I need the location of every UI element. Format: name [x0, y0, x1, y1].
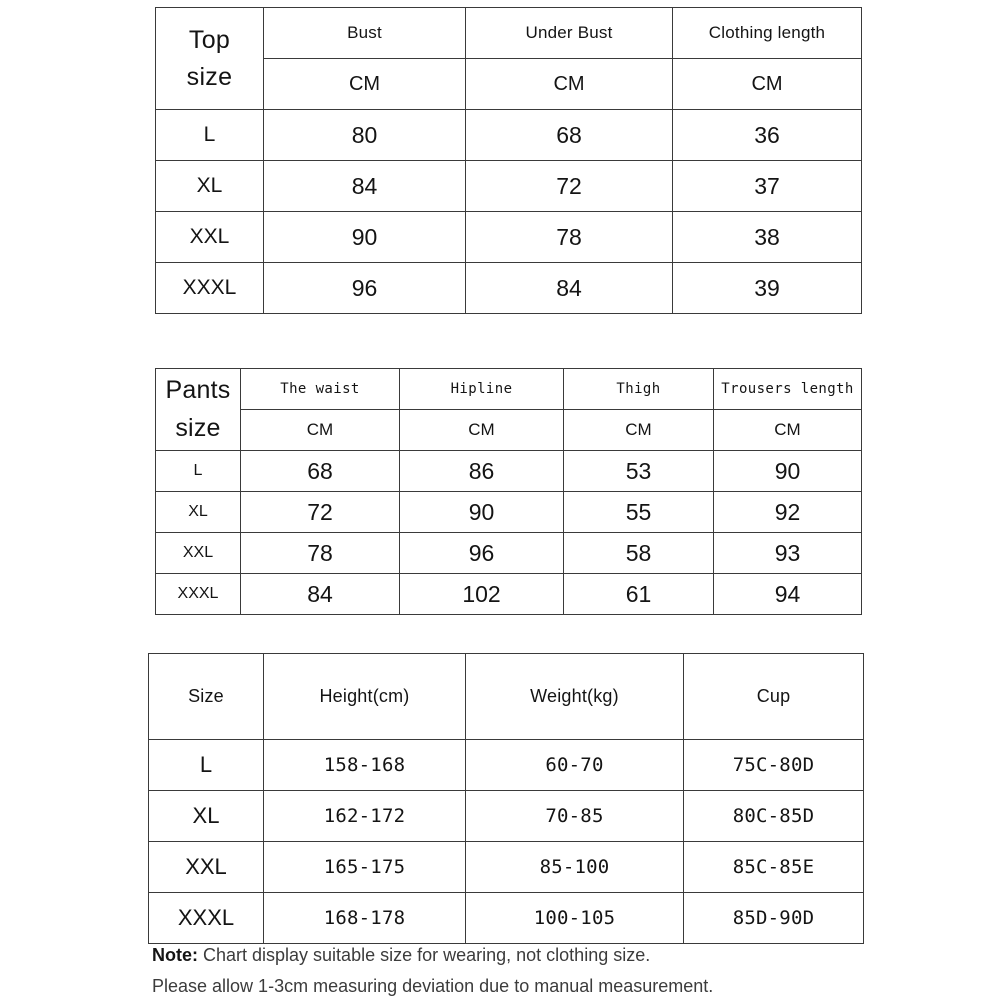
- note-line-1: [152, 940, 912, 971]
- data-cell: 75C-80D: [684, 740, 864, 791]
- data-cell: 90: [264, 212, 466, 263]
- unit-cell: CM: [264, 59, 466, 110]
- column-header-weight: Weight(kg): [466, 654, 684, 740]
- size-label: L: [156, 110, 264, 161]
- table-row: [149, 654, 864, 740]
- data-cell: 58: [564, 533, 714, 574]
- data-cell: 93: [714, 533, 862, 574]
- data-cell: 72: [466, 161, 673, 212]
- unit-cell: CM: [714, 410, 862, 451]
- column-header-trousers-length: Trousers length: [714, 369, 862, 410]
- data-cell: 55: [564, 492, 714, 533]
- data-cell: 85C-85E: [684, 842, 864, 893]
- corner-label-line1: Top: [188, 26, 231, 55]
- column-header-bust: Bust: [264, 8, 466, 59]
- unit-cell: CM: [466, 59, 673, 110]
- table-row: [156, 492, 862, 533]
- column-header-cup: Cup: [684, 654, 864, 740]
- data-cell: 70-85: [466, 791, 684, 842]
- size-label: XXXL: [156, 263, 264, 314]
- data-cell: 102: [400, 574, 564, 615]
- data-cell: 78: [241, 533, 400, 574]
- corner-label-line2: size: [175, 413, 221, 442]
- data-cell: 84: [466, 263, 673, 314]
- table-row: [156, 212, 862, 263]
- size-label: XL: [149, 791, 264, 842]
- size-label: XL: [156, 161, 264, 212]
- size-label: L: [149, 740, 264, 791]
- data-cell: 61: [564, 574, 714, 615]
- data-cell: 84: [241, 574, 400, 615]
- size-label: XXL: [156, 212, 264, 263]
- table-row: [156, 369, 862, 410]
- data-cell: 36: [673, 110, 862, 161]
- unit-cell: CM: [564, 410, 714, 451]
- data-cell: 100-105: [466, 893, 684, 944]
- data-cell: 162-172: [264, 791, 466, 842]
- table-row: [149, 893, 864, 944]
- size-label: XXXL: [156, 574, 241, 615]
- data-cell: 68: [466, 110, 673, 161]
- table-body-size: [148, 653, 864, 944]
- table-row: [156, 110, 862, 161]
- data-cell: 39: [673, 263, 862, 314]
- table-row: [156, 451, 862, 492]
- chart-note: [152, 940, 912, 1002]
- data-cell: 60-70: [466, 740, 684, 791]
- data-cell: 78: [466, 212, 673, 263]
- data-cell: 68: [241, 451, 400, 492]
- data-cell: 84: [264, 161, 466, 212]
- data-cell: 165-175: [264, 842, 466, 893]
- table-row: [156, 8, 862, 59]
- size-label: L: [156, 451, 241, 492]
- unit-cell: CM: [241, 410, 400, 451]
- table-row: [149, 791, 864, 842]
- column-header-size: Size: [149, 654, 264, 740]
- column-header-the-waist: The waist: [241, 369, 400, 410]
- data-cell: 92: [714, 492, 862, 533]
- data-cell: 96: [264, 263, 466, 314]
- table-row: [149, 842, 864, 893]
- size-label: XXXL: [149, 893, 264, 944]
- table-top-size: [155, 7, 862, 314]
- pants-size-corner-label: [156, 369, 241, 451]
- data-cell: 86: [400, 451, 564, 492]
- data-cell: 85D-90D: [684, 893, 864, 944]
- data-cell: 38: [673, 212, 862, 263]
- table-row: [149, 740, 864, 791]
- column-header-height: Height(cm): [264, 654, 466, 740]
- unit-cell: CM: [673, 59, 862, 110]
- corner-label-line2: size: [186, 62, 233, 91]
- size-label: XL: [156, 492, 241, 533]
- data-cell: 94: [714, 574, 862, 615]
- corner-label-line1: Pants: [165, 376, 231, 404]
- table-row: [156, 533, 862, 574]
- column-header-hipline: Hipline: [400, 369, 564, 410]
- note-label: Note:: [152, 945, 198, 965]
- top-size-corner-label: [156, 8, 264, 110]
- size-label: XXL: [149, 842, 264, 893]
- data-cell: 90: [400, 492, 564, 533]
- column-header-clothing-length: Clothing length: [673, 8, 862, 59]
- data-cell: 53: [564, 451, 714, 492]
- data-cell: 90: [714, 451, 862, 492]
- data-cell: 85-100: [466, 842, 684, 893]
- table-row: [156, 410, 862, 451]
- table-row: [156, 161, 862, 212]
- table-row: [156, 263, 862, 314]
- data-cell: 80C-85D: [684, 791, 864, 842]
- data-cell: 72: [241, 492, 400, 533]
- data-cell: 158-168: [264, 740, 466, 791]
- column-header-thigh: Thigh: [564, 369, 714, 410]
- data-cell: 168-178: [264, 893, 466, 944]
- data-cell: 37: [673, 161, 862, 212]
- table-row: [156, 574, 862, 615]
- size-label: XXL: [156, 533, 241, 574]
- data-cell: 80: [264, 110, 466, 161]
- note-line-1-text: Chart display suitable size for wearing, not clothing size.: [198, 945, 651, 965]
- data-cell: 96: [400, 533, 564, 574]
- unit-cell: CM: [400, 410, 564, 451]
- table-pants-size: [155, 368, 862, 615]
- note-line-2: Please allow 1-3cm measuring deviation due to manual measurement.: [152, 975, 714, 996]
- column-header-under-bust: Under Bust: [466, 8, 673, 59]
